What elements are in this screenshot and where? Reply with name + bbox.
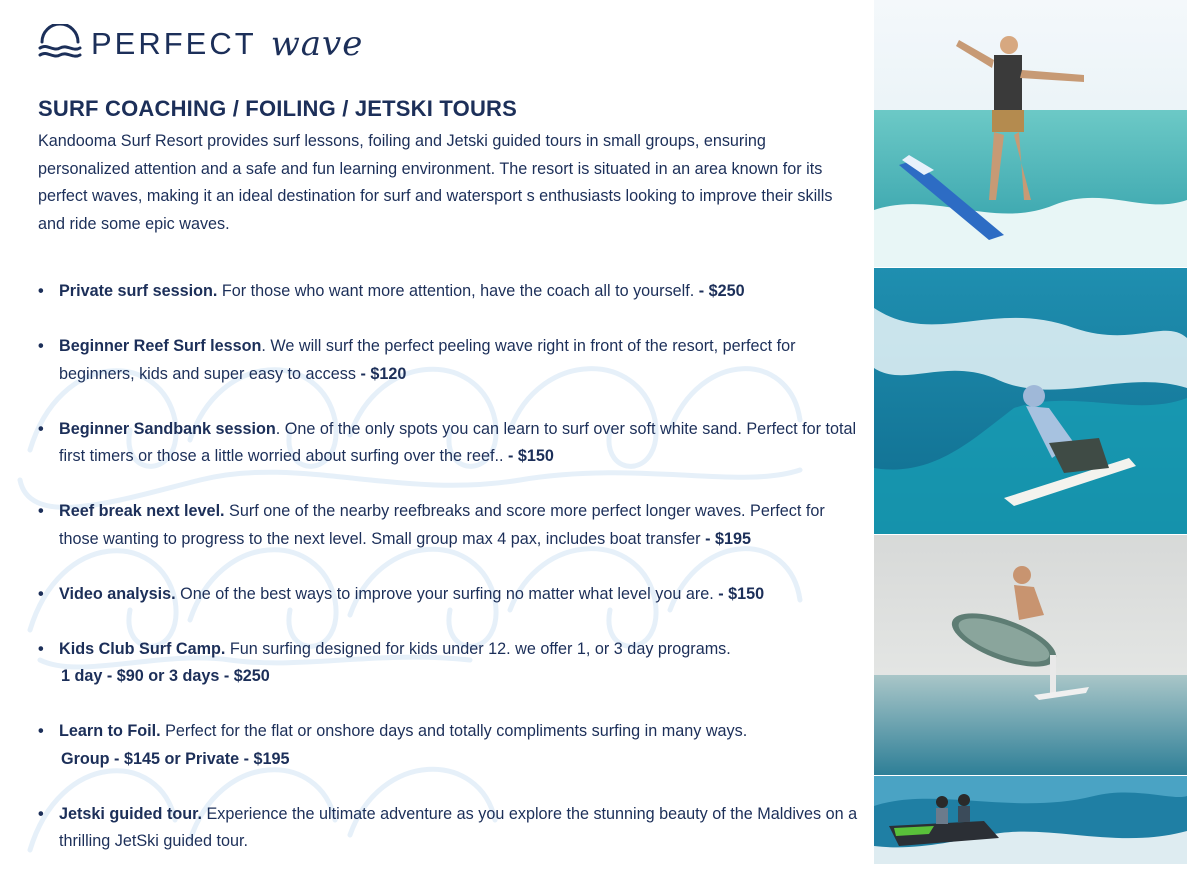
service-price: - $195	[705, 529, 751, 548]
list-item	[38, 718, 858, 773]
service-desc: Fun surfing designed for kids under 12. we offer 1, or 3 day programs.	[225, 639, 731, 658]
bullet-icon: •	[38, 419, 44, 438]
intro-paragraph: Kandooma Surf Resort provides surf lessons, foiling and Jetski guided tours in small groups, ensuring personalized attention and a safe and fun learning environment. The resort is situated in an area known for its perfect waves, making it an ideal destination for surf and watersport s enthusiasts looking to improve their skills and ride some epic waves.	[38, 132, 833, 233]
service-desc: . We will surf the perfect peeling wave right in front of the resort, perfect for beginners, kids and super easy to access	[59, 337, 796, 383]
bullet-icon: •	[38, 722, 44, 740]
main-content	[38, 96, 858, 883]
photo-surfer-crouching	[874, 268, 1187, 534]
service-name: Kids Club Surf Camp.	[59, 639, 226, 658]
service-name: Video analysis.	[59, 584, 176, 603]
service-name: Reef break next level.	[59, 502, 225, 520]
bullet-icon: •	[38, 337, 44, 355]
list-item	[38, 333, 858, 388]
service-name: Private surf session.	[59, 282, 218, 300]
service-desc: . One of the only spots you can learn to surf over soft white sand. Perfect for total first timers or those a little worried about surfing over the reef..	[59, 419, 857, 465]
service-price: - $120	[360, 364, 407, 383]
bullet-icon: •	[38, 584, 44, 603]
list-item	[38, 278, 858, 306]
bullet-icon: •	[38, 502, 44, 520]
list-item	[38, 801, 858, 856]
service-desc: One of the best ways to improve your surfing no matter what level you are.	[175, 584, 719, 603]
photo-column	[874, 0, 1187, 864]
service-name: Learn to Foil.	[59, 722, 161, 740]
photo-jetski	[874, 776, 1187, 864]
bullet-icon: •	[38, 804, 44, 823]
service-price: Group - $145 or Private - $195	[61, 749, 290, 768]
list-item	[38, 498, 858, 553]
photo-foil-rider	[874, 535, 1187, 775]
service-name: Beginner Reef Surf lesson	[59, 337, 262, 355]
service-price: 1 day - $90 or 3 days - $250	[61, 667, 270, 685]
page-title: SURF COACHING / FOILING / JETSKI TOURS	[38, 96, 517, 121]
list-item	[38, 636, 858, 691]
brand-script: wave	[270, 24, 364, 64]
service-price: - $250	[698, 282, 745, 300]
service-name: Beginner Sandbank session	[59, 419, 276, 438]
service-desc: Surf one of the nearby reefbreaks and score more perfect longer waves. Perfect for those wanting to progress to the next level. Small group max 4 pax, includes boat transfer	[59, 502, 825, 548]
service-desc: Perfect for the flat or onshore days and totally compliments surfing in many ways.	[160, 722, 748, 740]
service-desc: Experience the ultimate adventure as you explore the stunning beauty of the Maldives on a thrilling JetSki guided tour.	[59, 804, 858, 850]
brand-logo	[37, 22, 363, 66]
service-price: - $150	[507, 447, 554, 465]
services-list	[38, 278, 858, 856]
photo-surfer-standing	[874, 0, 1187, 267]
list-item	[38, 581, 858, 609]
list-item	[38, 416, 858, 471]
bullet-icon: •	[38, 282, 44, 300]
bullet-icon: •	[38, 639, 44, 658]
service-desc: For those who want more attention, have the coach all to yourself.	[217, 282, 699, 300]
service-price: - $150	[718, 584, 765, 603]
waves-icon	[37, 24, 83, 64]
service-name: Jetski guided tour.	[59, 804, 203, 823]
brand-name: PERFECT	[91, 26, 257, 61]
